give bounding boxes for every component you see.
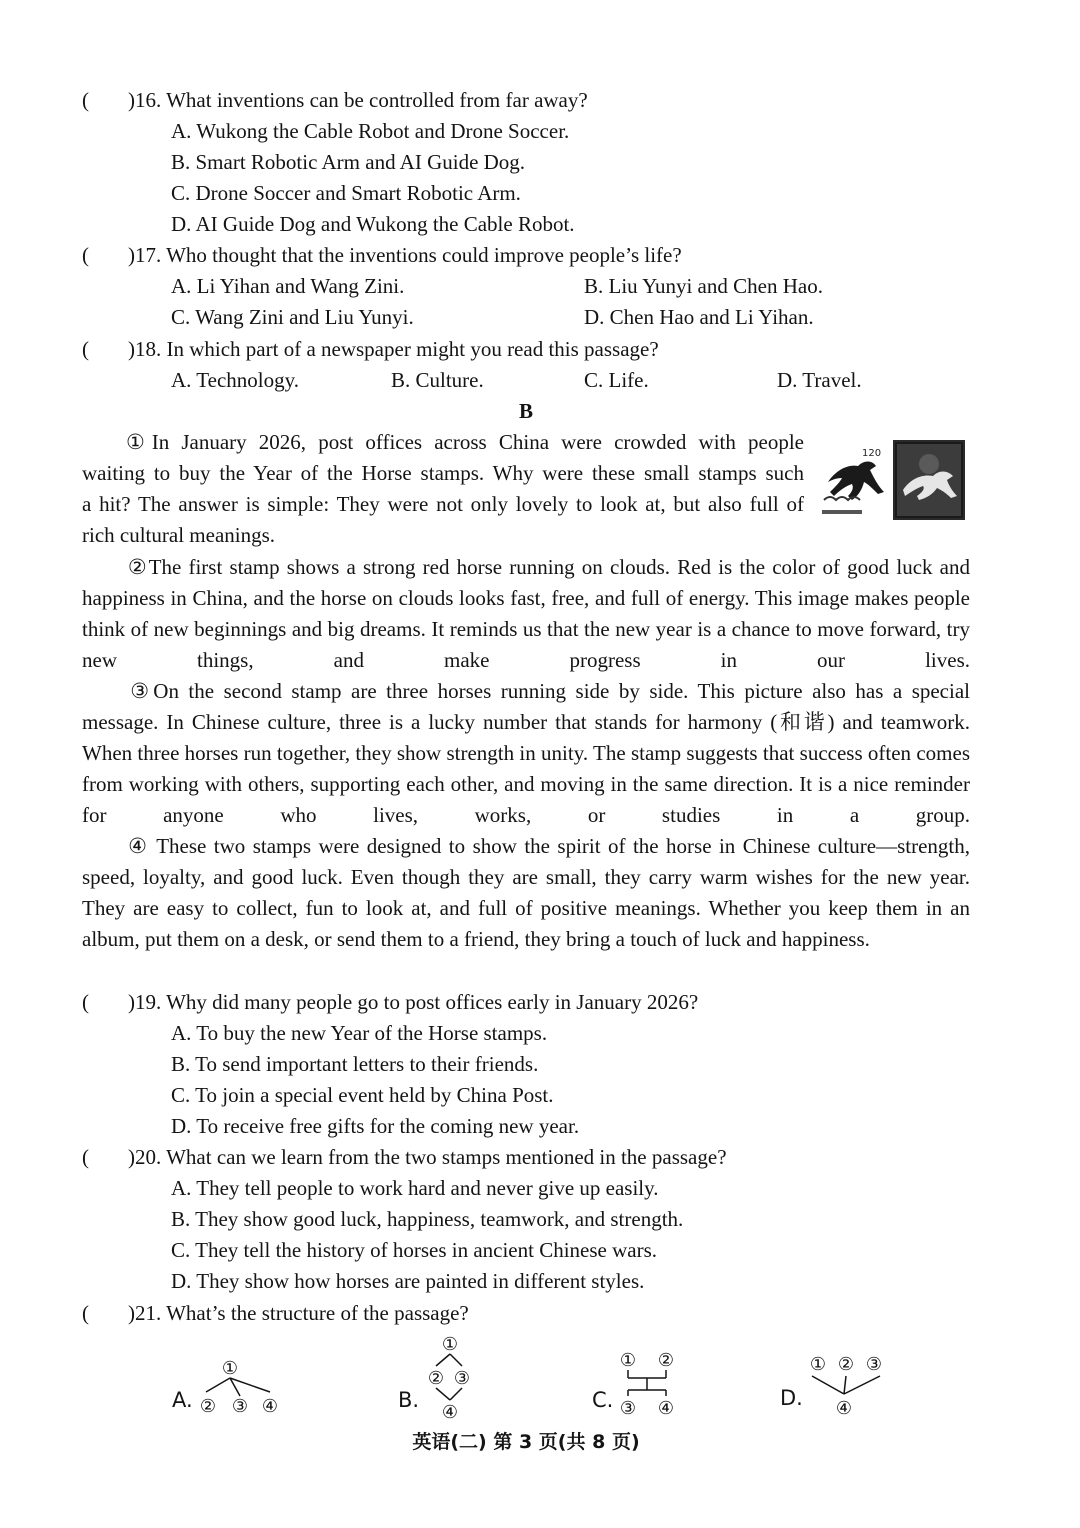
paragraph-1-line-2: waiting to buy the Year of the Horse stamps. Why were these small stamps such [82,461,804,485]
structure-diagrams [160,1330,920,1426]
q16-option-d: D. AI Guide Dog and Wukong the Cable Robot. [171,212,575,236]
q16-option-b: B. Smart Robotic Arm and AI Guide Dog. [171,150,526,174]
question-21 [82,1299,469,1327]
answer-bracket[interactable]: ( [82,990,89,1014]
option-letter-b: B. [398,1388,420,1412]
structure-option-a[interactable] [172,1358,278,1417]
q20-option-c: C. They tell the history of horses in ancient Chinese wars. [171,1238,658,1262]
node-4: ④ [657,1398,675,1419]
q17-option-d: D. Chen Hao and Li Yihan. [584,305,814,329]
q19-option-a: A. To buy the new Year of the Horse stamps. [171,1021,548,1045]
node-1: ① [809,1354,827,1375]
q18-option-d: D. Travel. [777,368,862,392]
question-19 [82,988,698,1016]
paragraph-3 [82,676,970,831]
question-20 [82,1143,727,1171]
structure-option-c[interactable] [592,1350,674,1419]
q20-option-b: B. They show good luck, happiness, teamwork, and strength. [171,1207,684,1231]
question-stem: )16. What inventions can be controlled from far away? [128,88,588,112]
paragraph-1-line-3: a hit? The answer is simple: They were not only lovely to look at, but also full of [82,492,804,516]
q19-option-d: D. To receive free gifts for the coming new year. [171,1114,580,1138]
section-heading: B [518,399,533,423]
node-2: ② [427,1368,445,1389]
page-footer: 英语(二) 第 3 页(共 8 页) [412,1431,640,1453]
answer-bracket[interactable]: ( [82,88,89,112]
node-3: ③ [619,1398,637,1419]
paragraph-1-line-1: ①In January 2026, post offices across China were crowded with people [126,430,804,454]
q17-option-a: A. Li Yihan and Wang Zini. [171,274,405,298]
q19-option-c: C. To join a special event held by China Post. [171,1083,554,1107]
node-1: ① [619,1350,637,1371]
three-horses-stamp [893,440,965,520]
q16-option-a: A. Wukong the Cable Robot and Drone Soccer. [171,119,570,143]
q19-option-b: B. To send important letters to their friends. [171,1052,539,1076]
paragraph-1-line-4: rich cultural meanings. [82,523,276,547]
question-stem: )21. What’s the structure of the passage? [128,1301,469,1325]
question-18 [82,335,659,363]
answer-bracket[interactable]: ( [82,1301,89,1325]
paragraph-3-text: ③On the second stamp are three horses running side by side. This picture also has a special message. In Chinese culture, three is a lucky number that stands for harmony (和谐) and teamwork. When three horses run together, they show strength in unity. The stamp suggests that success often comes from working with others, supporting each other, and moving in the same direction. It is a nice reminder for anyone who lives, works, or studies in a group. [82,679,970,827]
paragraph-2 [82,552,970,676]
answer-bracket[interactable]: ( [82,1145,89,1169]
structure-option-d[interactable] [780,1354,882,1419]
question-16 [82,86,588,114]
node-3: ③ [865,1354,883,1375]
answer-bracket[interactable]: ( [82,337,89,361]
question-17 [82,241,682,269]
q18-option-b: B. Culture. [391,368,484,392]
node-1: ① [441,1334,459,1355]
stamp-denomination: 120 [862,448,882,459]
q20-option-d: D. They show how horses are painted in different styles. [171,1269,645,1293]
node-2: ② [657,1350,675,1371]
q16-option-c: C. Drone Soccer and Smart Robotic Arm. [171,181,521,205]
option-letter-d: D. [780,1386,803,1410]
node-4: ④ [441,1402,459,1423]
node-4: ④ [835,1398,853,1419]
structure-option-b[interactable] [398,1334,470,1423]
question-stem: )20. What can we learn from the two stamps mentioned in the passage? [128,1145,727,1169]
paragraph-2-text: ②The first stamp shows a strong red horse running on clouds. Red is the color of good luck and happiness in China, and the horse on clouds looks fast, free, and full of energy. This image makes people think of new beginnings and big dreams. It reminds us that the new year is a chance to move forward, try new things, and make progress in our lives. [82,555,970,672]
paragraph-4 [82,831,970,955]
question-stem: )17. Who thought that the inventions could improve people’s life? [128,243,682,267]
node-1: ① [221,1358,239,1379]
node-2: ② [199,1396,217,1417]
answer-bracket[interactable]: ( [82,243,89,267]
node-3: ③ [453,1368,471,1389]
horse-on-clouds-stamp [818,440,890,520]
q20-option-a: A. They tell people to work hard and never give up easily. [171,1176,659,1200]
q17-option-b: B. Liu Yunyi and Chen Hao. [584,274,823,298]
q18-option-a: A. Technology. [171,368,300,392]
q17-option-c: C. Wang Zini and Liu Yunyi. [171,305,414,329]
question-stem: )18. In which part of a newspaper might you read this passage? [128,337,659,361]
q18-option-c: C. Life. [584,368,649,392]
node-4: ④ [261,1396,279,1417]
option-letter-a: A. [172,1388,193,1412]
paragraph-4-text: ④ These two stamps were designed to show the spirit of the horse in Chinese culture—strength, speed, loyalty, and good luck. Even though they are small, they carry warm wishes for the new year. They are easy to collect, fun to look at, and full of positive meanings. Whether you keep them in an album, put them on a desk, or send them to a friend, they bring a touch of luck and happiness. [82,834,970,951]
question-stem: )19. Why did many people go to post offices early in January 2026? [128,990,699,1014]
node-3: ③ [231,1396,249,1417]
node-2: ② [837,1354,855,1375]
option-letter-c: C. [592,1388,614,1412]
